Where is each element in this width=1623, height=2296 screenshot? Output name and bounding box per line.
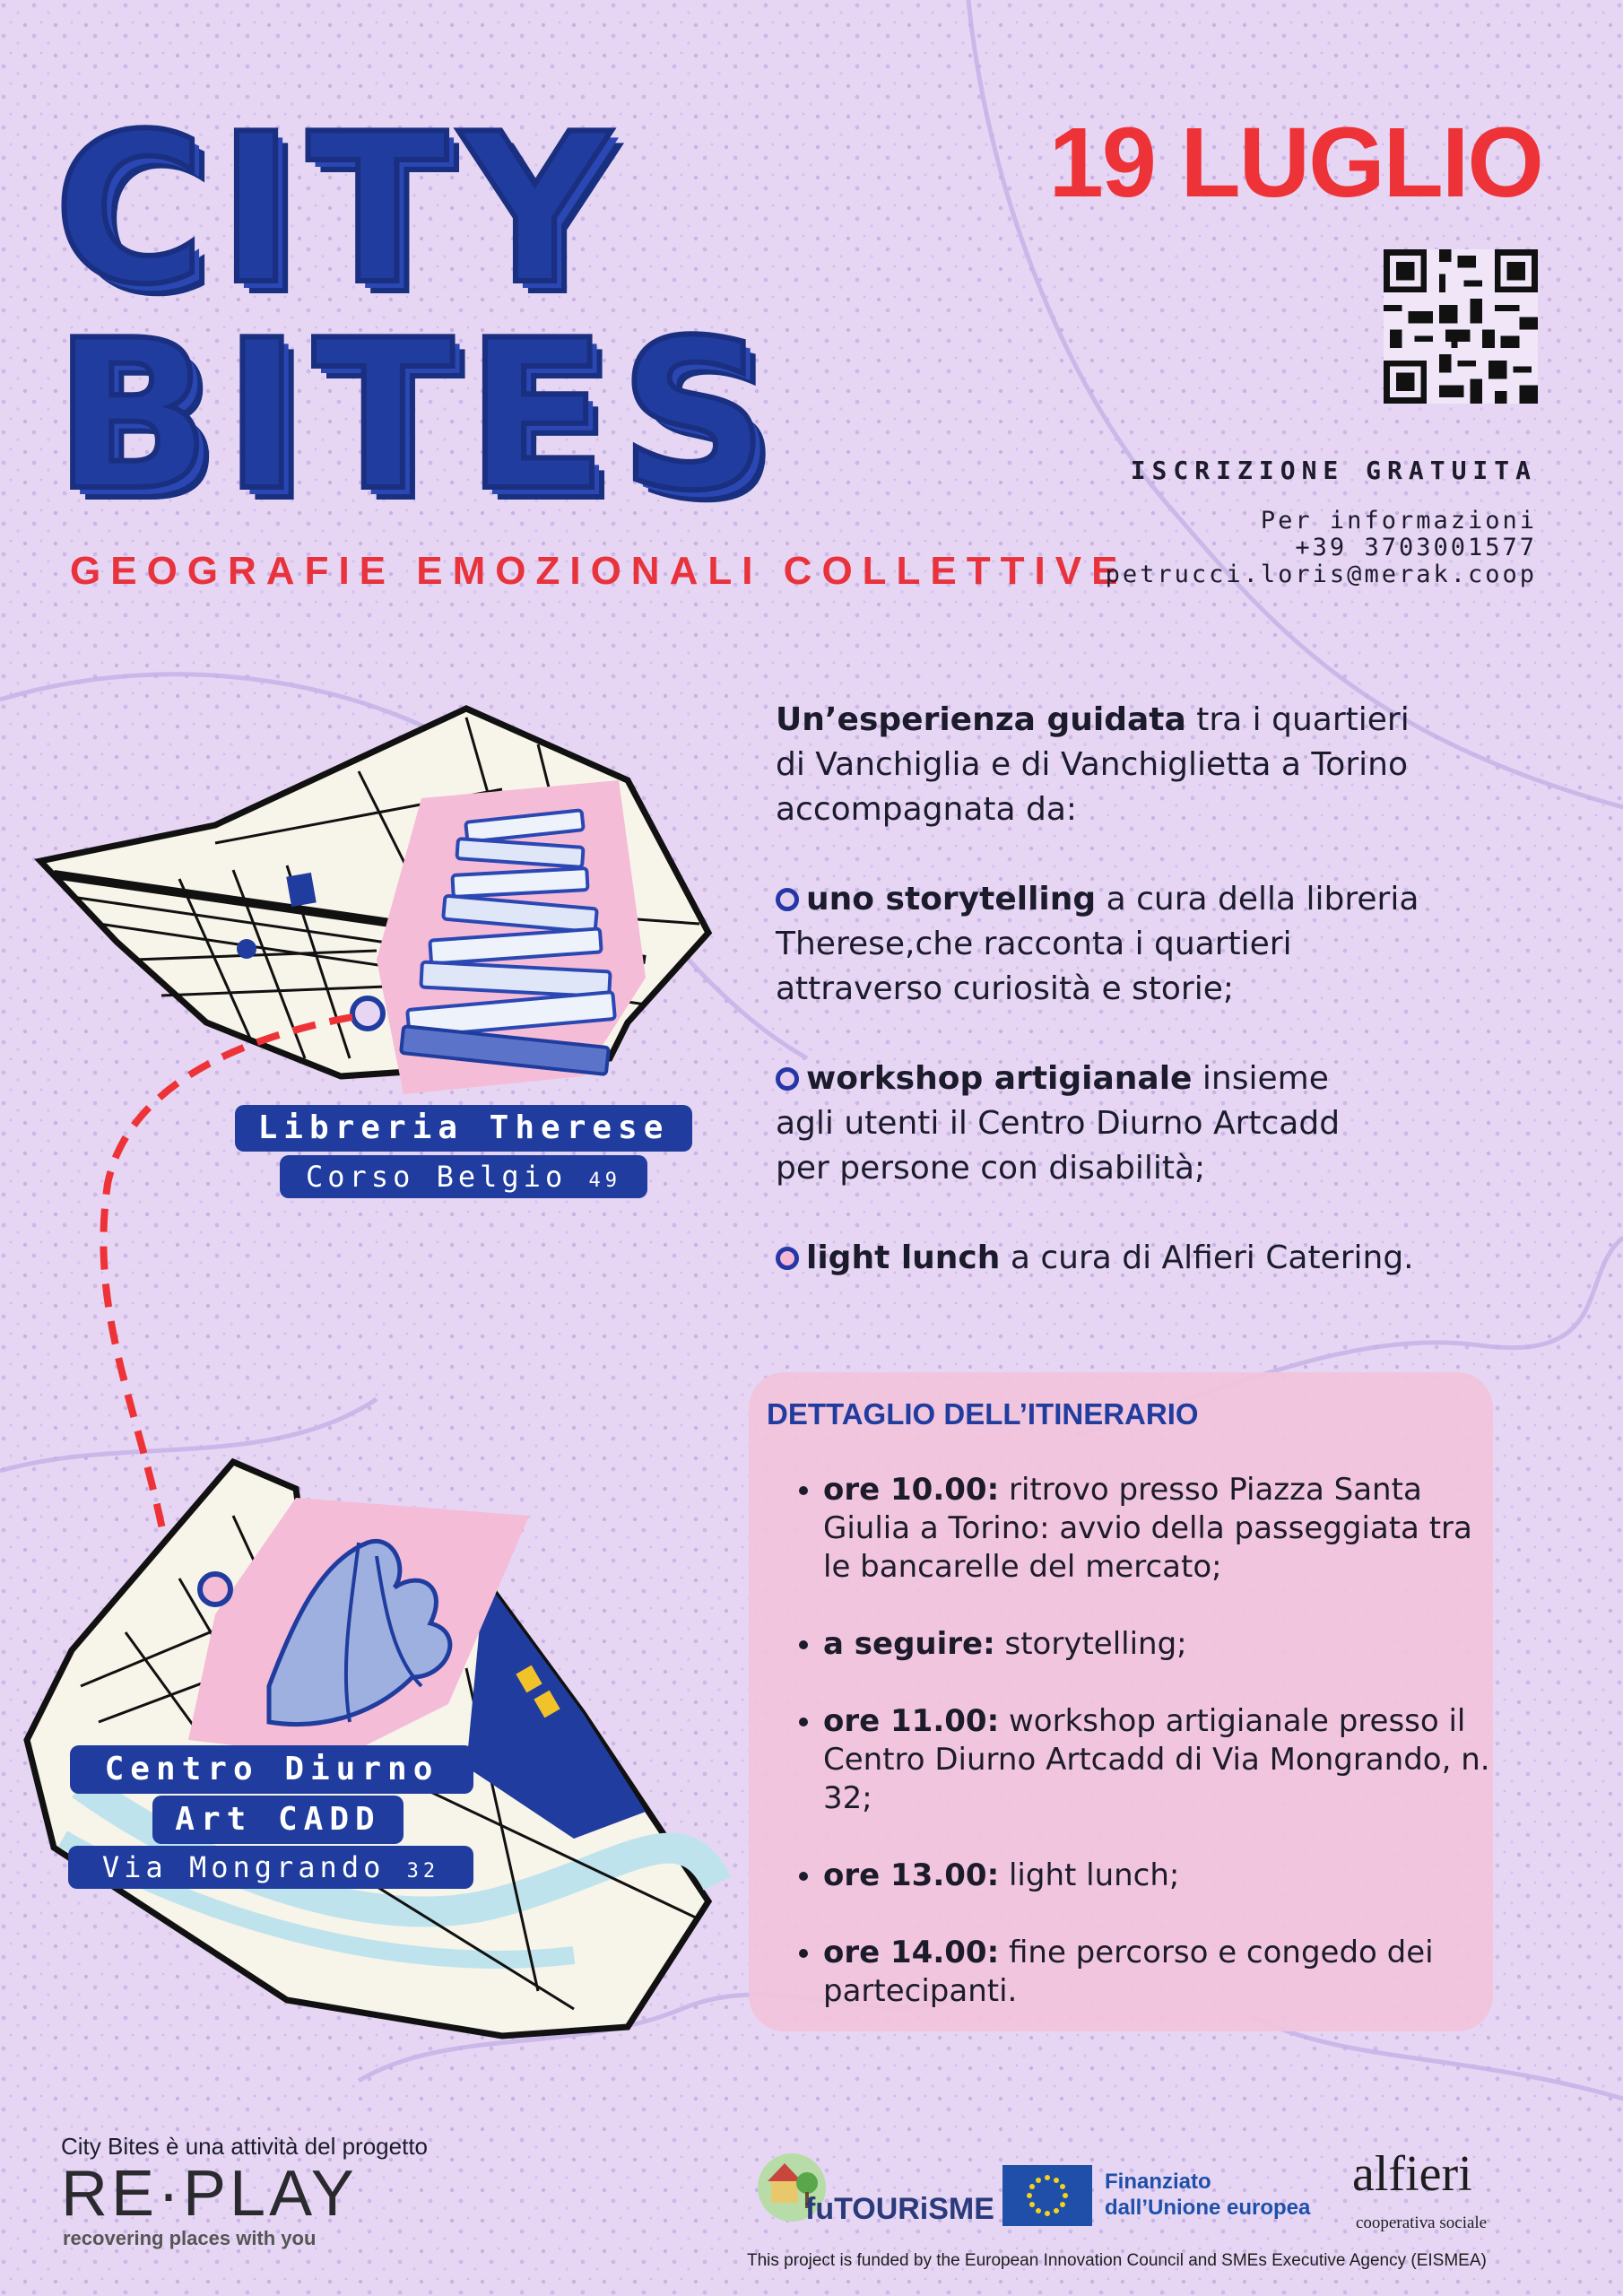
circle-bullet-icon (776, 1067, 799, 1091)
intro-item-text: insieme (1192, 1060, 1329, 1097)
intro-item-workshop (776, 1057, 1547, 1191)
intro-item-lunch (776, 1236, 1547, 1281)
intro-item-text: a cura della libreria (1096, 881, 1419, 918)
intro-text (776, 698, 1547, 1326)
contact-phone[interactable]: +39 3703001577 (1295, 534, 1537, 561)
futourisme-logo: fuTOURiSME (805, 2192, 994, 2226)
intro-item-text: per persone con disabilità; (776, 1150, 1206, 1187)
itinerary-text: storytelling; (994, 1626, 1187, 1662)
alfieri-tagline: cooperativa sociale (1356, 2213, 1488, 2232)
circle-bullet-icon (776, 1247, 799, 1270)
contact-email[interactable]: petrucci.loris@merak.coop (1105, 561, 1537, 588)
itinerary-item (823, 1625, 1505, 1664)
alfieri-logo: alfieri (1352, 2146, 1472, 2202)
itinerary-title: DETTAGLIO DELL’ITINERARIO (767, 1397, 1199, 1431)
intro-lead-line3: accompagnata da: (776, 791, 1078, 828)
footer-caption: City Bites è una attività del progetto (61, 2133, 429, 2160)
intro-item-bold: light lunch (806, 1239, 1001, 1276)
itinerary-time: ore 14.00: (823, 1935, 1000, 1970)
intro-item-text: Therese,che racconta i quartieri (776, 926, 1292, 962)
contact-block (1106, 508, 1537, 588)
eu-line2: dall’Unione europea (1105, 2196, 1311, 2220)
stop2-number: 32 (406, 1860, 440, 1883)
itinerary-time: ore 11.00: (823, 1703, 1000, 1739)
itinerary-text: fine percorso e congedo dei partecipanti. (823, 1935, 1434, 2009)
stop2-name-line1: Centro Diurno (70, 1745, 473, 1794)
event-date: 19 LUGLIO (1048, 108, 1542, 218)
stop1-address-label (280, 1155, 647, 1198)
intro-item-text: a cura di Alfieri Catering. (1000, 1239, 1414, 1276)
stop2-name-line2: Art CADD (152, 1796, 404, 1844)
intro-item-storytelling (776, 877, 1547, 1012)
qr-code-icon[interactable] (1384, 249, 1538, 404)
funding-note: This project is funded by the European Innovation Council and SMEs Executive Agency (EISMEA) (747, 2251, 1487, 2270)
stop1-pin-icon (352, 998, 383, 1029)
title-city: CITY (54, 91, 622, 330)
subtitle: GEOGRAFIE EMOZIONALI COLLETTIVE (70, 549, 1128, 593)
stop2-address-label (68, 1846, 473, 1889)
itinerary-item (823, 1471, 1505, 1587)
map-block-vanchiglia (40, 709, 708, 1094)
title-bites: BITES (54, 297, 781, 536)
itinerary-text: workshop artigianale presso il Centro Diurno Artcadd di Via Mongrando, n. 32; (823, 1703, 1490, 1816)
itinerary-text: ritrovo presso Piazza Santa Giulia a Torino: avvio della passeggiata tra le bancarelle del mercato; (823, 1472, 1472, 1585)
stop2-pin-icon (200, 1574, 230, 1605)
itinerary-item (823, 1702, 1505, 1818)
itinerary-text: light lunch; (999, 1857, 1180, 1893)
intro-item-bold: workshop artigianale (806, 1060, 1193, 1097)
eu-funding-label (1105, 2169, 1310, 2221)
intro-item-bold: uno storytelling (806, 881, 1097, 918)
intro-lead-line1: tra i quartieri (1185, 701, 1410, 738)
intro-lead (776, 698, 1547, 832)
itinerary-time: ore 10.00: (823, 1472, 1000, 1508)
intro-item-text: attraverso curiosità e storie; (776, 970, 1235, 1007)
contact-label: Per informazioni (1260, 507, 1537, 535)
registration-label: ISCRIZIONE GRATUITA (1130, 456, 1537, 485)
intro-lead-bold: Un’esperienza guidata (776, 701, 1186, 738)
itinerary-item (823, 1934, 1505, 2011)
replay-tagline: recovering places with you (63, 2227, 317, 2249)
stop2-street: Via Mongrando (101, 1850, 386, 1884)
stop1-number: 49 (588, 1170, 621, 1192)
circle-bullet-icon (776, 888, 799, 911)
itinerary-time: ore 13.00: (823, 1857, 1000, 1893)
itinerary-list (787, 1471, 1505, 2049)
stop1-street: Corso Belgio (306, 1160, 568, 1194)
intro-item-text: agli utenti il Centro Diurno Artcadd (776, 1105, 1341, 1142)
eu-flag-icon (1002, 2165, 1092, 2226)
replay-logo: RE·PLAY (61, 2158, 358, 2230)
eu-line1: Finanziato (1105, 2170, 1211, 2194)
itinerary-time: a seguire: (823, 1626, 995, 1662)
itinerary-item (823, 1857, 1505, 1895)
stop1-name-label: Libreria Therese (235, 1105, 692, 1152)
intro-lead-line2: di Vanchiglia e di Vanchiglietta a Torino (776, 746, 1408, 783)
